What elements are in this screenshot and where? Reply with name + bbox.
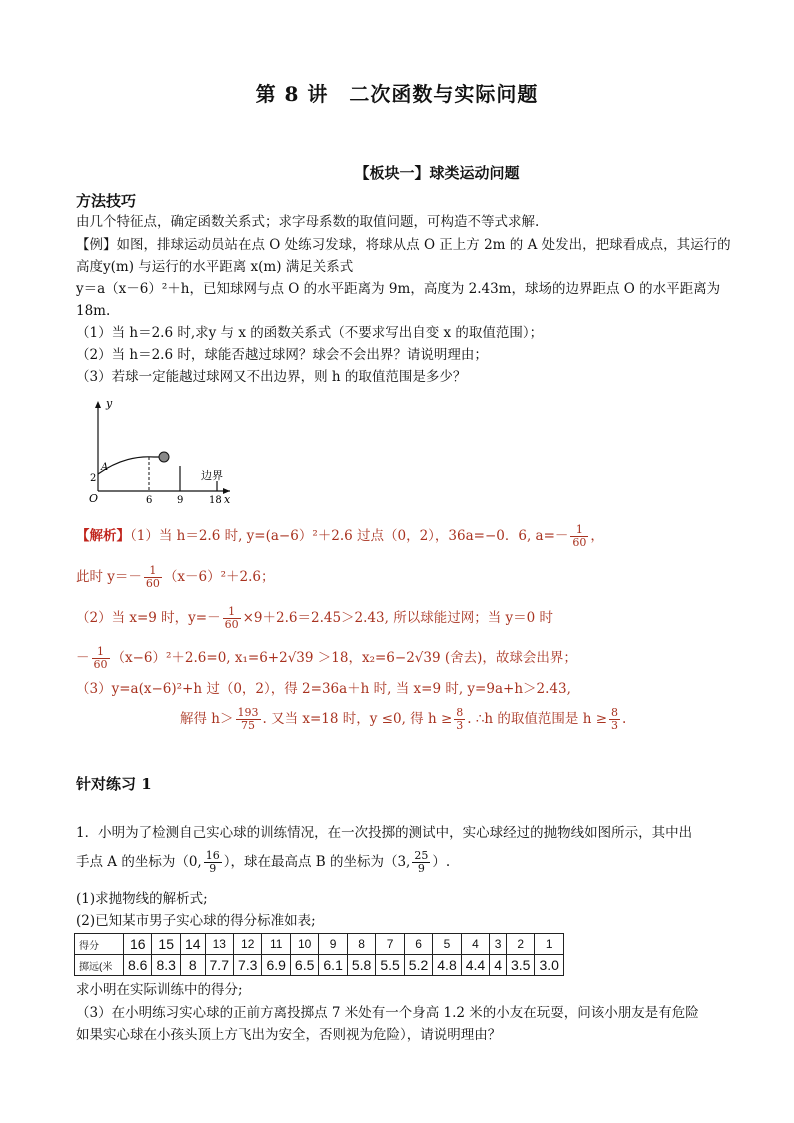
practice-question-1: (1)求抛物线的解析式; (76, 891, 208, 907)
practice-question-2: (2)已知某市男子实心球的得分标准如表; (76, 913, 316, 929)
y-axis-arrow-icon (95, 401, 101, 408)
example-line-2: 高度y(m) 与运行的水平距离 x(m) 满足关系式 (76, 259, 354, 275)
fraction: $\frac{1}{60}$ (145, 564, 160, 590)
practice-line-2: 手点 A 的坐标为（0, $\frac{16}{9}$ ），球在最高点 B 的坐标为（3, $\frac{25}{9}$ ）. (76, 849, 451, 875)
x-axis-label: x (224, 493, 231, 506)
practice-question-3b: 如果实心球在小孩头顶上方飞出为安全，否则视为危险），请说明理由？ (76, 1027, 502, 1043)
fraction: $\frac{8}{3}$ (456, 706, 464, 732)
volleyball-figure (80, 395, 250, 507)
ball-icon (159, 452, 169, 462)
example-line-1: 【例】如图，排球运动员站在点 O 处练习发球，将球从点 O 正上方 2m 的 A 处发出，把球看成点，其运行的 (76, 237, 731, 253)
fraction: $\frac{193}{75}$ (237, 706, 259, 732)
example-question-2: （2）当 h＝2.6 时，球能否越过球网？球会不会出界？请说明理由； (76, 347, 488, 363)
practice-question-3a: （3）在小明练习实心球的正前方离投掷点 7 米处有一个身高 1.2 米的小友在玩耍，问该小朋友是有危险 (76, 1005, 699, 1021)
page-title: 第 8 讲 二次函数与实际问题 (255, 82, 539, 106)
row-header-score: 得分 (75, 934, 124, 955)
y-axis-label: y (106, 397, 113, 410)
solution-tag: 【解析】 (76, 528, 130, 544)
point-a-value: 2 (90, 473, 97, 484)
fraction: $\frac{16}{9}$ (205, 849, 220, 875)
solution-line-2: 此时 y＝－ $\frac{1}{60}$ （x－6）²＋2.6； (76, 564, 275, 590)
solution-line-4: － $\frac{1}{60}$ （x−6）²＋2.6=0, x₁=6+2√39 ＞18，x₂=6−2√39 (舍去)，故球会出界； (76, 645, 577, 671)
solution-line-6: 解得 h＞ $\frac{193}{75}$ . 又当 x=18 时，y ≤0, 得 h ≥ $\frac{8}{3}$ . ∴h 的取值范围是 h ≥ $\frac{8}{3}$ . (180, 706, 627, 732)
boundary-label: 边界 (201, 469, 223, 482)
fraction: $\frac{1}{60}$ (572, 523, 587, 549)
tick-6: 6 (146, 495, 153, 506)
practice-line-1: 1．小明为了检测自己实心球的训练情况，在一次投掷的测试中，实心球经过的抛物线如图所示，其中出 (76, 825, 693, 841)
table-row: 掷远(米 8.6 8.3 8 7.7 7.3 6.9 6.5 6.1 5.8 5.5 5.2 4.8 4.4 4 3.5 3.0 (75, 955, 564, 976)
solution-line-1: 【解析】（1）当 h＝2.6 时, y=(a−6）²＋2.6 过点（0，2），36a=−0．6, a=－ $\frac{1}{60}$ ， (76, 523, 604, 549)
method-heading: 方法技巧 (76, 192, 137, 210)
practice-question-2b: 求小明在实际训练中的得分; (76, 982, 243, 998)
section-title: 【板块一】球类运动问题 (354, 164, 520, 182)
solution-line-5: （3）y=a(x−6)²+h 过（0，2），得 2=36a＋h 时, 当 x=9 时, y=9a+h＞2.43, (76, 681, 571, 697)
fraction: $\frac{25}{9}$ (414, 849, 429, 875)
origin-label: O (89, 492, 99, 505)
example-line-4: 18m. (76, 303, 111, 319)
fraction: $\frac{1}{60}$ (224, 605, 239, 631)
fraction: $\frac{8}{3}$ (611, 706, 619, 732)
score-table (74, 933, 564, 976)
example-question-3: （3）若球一定能越过球网又不出边界，则 h 的取值范围是多少？ (76, 369, 467, 385)
fraction: $\frac{1}{60}$ (93, 645, 108, 671)
tick-18: 18 (209, 495, 222, 506)
row-header-distance: 掷远(米 (75, 955, 124, 976)
table-row: 得分 16 15 14 13 12 11 10 9 8 7 6 5 4 3 2 1 (75, 934, 564, 955)
example-line-3: y＝a（x－6）²＋h，已知球网与点 O 的水平距离为 9m，高度为 2.43m，球场的边界距点 O 的水平距离为 (76, 281, 721, 297)
tick-9: 9 (177, 495, 184, 506)
point-a-label: A (101, 462, 109, 473)
example-question-1: （1）当 h＝2.6 时,求y 与 x 的函数关系式（不要求写出自变 x 的取值范围）； (76, 325, 544, 341)
solution-line-3: （2）当 x=9 时，y=－ $\frac{1}{60}$ ×9＋2.6＝2.45＞2.43, 所以球能过网；当 y＝0 时 (76, 605, 553, 631)
method-text: 由几个特征点，确定函数关系式；求字母系数的取值问题，可构造不等式求解. (76, 214, 540, 230)
practice-heading: 针对练习 1 (76, 775, 152, 793)
